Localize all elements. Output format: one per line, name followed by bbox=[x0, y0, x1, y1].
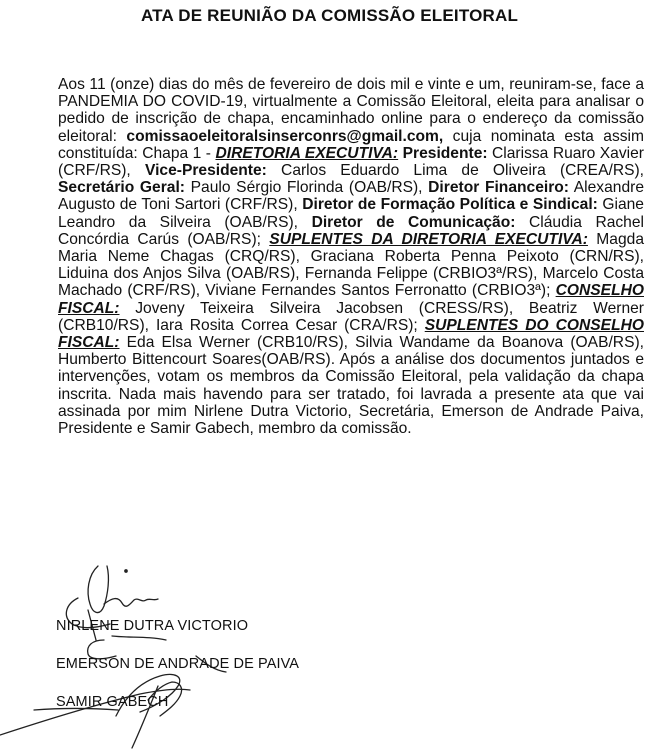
body-segment: Cláudia Rachel Concórdia Carús (OAB/RS); bbox=[58, 213, 644, 248]
body-segment: Aos 11 (onze) dias do mês de fevereiro de dois mil e vinte e um, reuniram-se, face a PANDEMIA DO COVID-19, virtualmente a Comissão Eleitoral, eleita para analisar o pedido de inscrição de chapa, encaminhado online para o endereço da comissão eleitoral: bbox=[58, 76, 644, 145]
signature-samir bbox=[0, 674, 190, 748]
body-segment: Carlos Eduardo Lima de Oliveira (CREA/RS), bbox=[266, 162, 645, 180]
role-label: Diretor de Formação Política e Sindical: bbox=[302, 196, 598, 214]
role-label: Vice-Presidente: bbox=[144, 162, 267, 180]
role-label: Secretário Geral: bbox=[58, 179, 185, 197]
signature-name-president: EMERSON DE ANDRADE DE PAIVA bbox=[56, 656, 300, 672]
section-heading: DIRETORIA EXECUTIVA: bbox=[215, 144, 399, 162]
body-segment: Joveny Teixeira Silveira Jacobsen (CRESS/RS), Beatriz Werner (CRB10/RS), Iara Rosita Correa Cesar (CRA/RS); bbox=[58, 299, 644, 334]
section-heading: SUPLENTES DA DIRETORIA EXECUTIVA: bbox=[269, 230, 588, 248]
body-segment: Clarissa Ruaro Xavier (CRF/RS), bbox=[58, 144, 644, 180]
role-label: Presidente: bbox=[402, 144, 488, 162]
document-title: ATA DE REUNIÃO DA COMISSÃO ELEITORAL bbox=[140, 6, 519, 25]
role-label: Diretor Financeiro: bbox=[428, 179, 569, 197]
body-segment: Eda Elsa Werner (CRB10/RS), Silvia Wandame da Boanova (OAB/RS), Humberto Bittencourt Soares(OAB/RS). Após a análise dos documentos juntados e intervenções, votam os membros da Comissão Eleitoral, pela validação da chapa inscrita. Nada mais havendo para ser tratado, foi lavrada a presente ata que vai assinada por mim Nirlene Dutra Victorio, Secretária, Emerson de Andrade Paiva, Presidente e Samir Gabech, membro da comissão. bbox=[58, 334, 644, 438]
section-heading: SUPLENTES DO CONSELHO FISCAL: bbox=[58, 316, 644, 352]
section-heading: CONSELHO FISCAL: bbox=[58, 282, 644, 317]
body-segment: Alexandre Augusto de Toni Sartori (CRF/RS), bbox=[58, 179, 644, 214]
signature-name-secretary: NIRLENE DUTRA VICTORIO bbox=[56, 618, 249, 634]
signature-name-member: SAMIR GABECH bbox=[56, 694, 169, 710]
role-label: Diretor de Comunicação: bbox=[311, 213, 516, 231]
role-label: comissaoeleitoralsinserconrs@gmail.com, bbox=[126, 127, 444, 145]
body-segment: Magda Maria Neme Chagas (CRQ/RS), Graciana Roberta Penna Peixoto (CRN/RS), Liduina dos Anjos Silva (OAB/RS), Fernanda Felippe (CRBIO3ª/RS), Marcelo Costa Machado (CRF/RS), Viviane Fernandes Santos Ferronatto (CRBIO3ª); bbox=[58, 230, 644, 300]
body-segment: cuja nominata esta assim constituída: Chapa 1 - bbox=[58, 127, 644, 162]
body-segment: Giane Leandro da Silveira (OAB/RS), bbox=[58, 196, 644, 231]
body-segment: Paulo Sérgio Florinda (OAB/RS), bbox=[185, 179, 429, 197]
